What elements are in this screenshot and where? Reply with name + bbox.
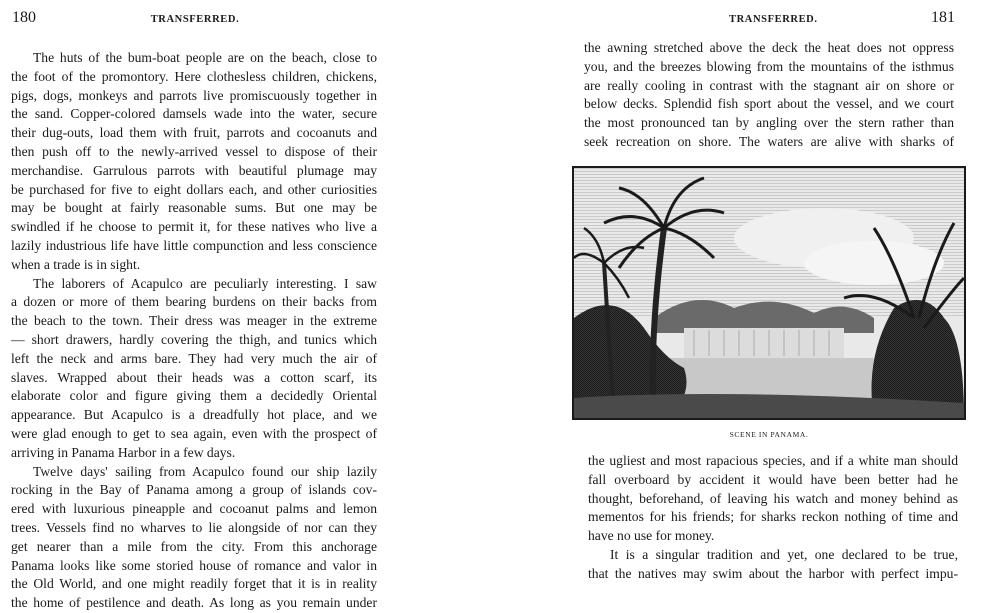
running-head-right: TRANSFERRED. — [729, 14, 818, 25]
right-text-top-line: are really cooling in contrast with the stagnant air on shore or — [584, 77, 954, 93]
left-text-line: appearance. But Acapulco is a dreadfully hot place, and we — [11, 407, 377, 423]
left-text-line: may be bought at fairly reasonable sums. But one may be — [11, 200, 377, 216]
left-text-line: Panama looks like some storied house of romance and valor in — [11, 557, 377, 573]
right-text-bottom-line: have no use for money. — [588, 528, 715, 544]
left-text-line: trees. Vessels find no wharves to lie alongside of nor can they — [11, 519, 377, 535]
right-text-top-line: seek recreation on shore. The waters are alive with sharks of — [584, 133, 954, 149]
engraving-illustration — [572, 166, 966, 420]
right-text-bottom-line: thought, beforehand, of leaving his watch and money behind as — [588, 490, 958, 506]
right-text-bottom-line: the ugliest and most rapacious species, and if a white man should — [588, 453, 958, 468]
page-number-right: 181 — [931, 9, 955, 26]
right-text-bottom-line: fall overboard by accident it would have been better had he — [588, 471, 958, 487]
left-text-line: be purchased for five to eight dollars each, and other curiosities — [11, 181, 377, 197]
right-page — [480, 0, 985, 594]
left-text-line: The laborers of Acapulco are peculiarly interesting. I saw — [33, 275, 377, 291]
figure-caption: SCENE IN PANAMA. — [729, 430, 809, 439]
right-text-top-line: the most pronounced tan by angling over the stern rather than — [584, 115, 954, 131]
right-text-bottom-line: that the natives may swim about the harbor with perfect impu- — [588, 565, 958, 581]
panama-scene-image — [574, 168, 964, 418]
left-text-line: the sand. Copper-colored damsels wade into the water, secure — [11, 106, 377, 122]
left-page-text — [11, 49, 377, 613]
right-page-text-bottom — [588, 452, 958, 584]
left-text-line: lazily industrious life have little compunction and less conscience — [11, 237, 377, 253]
left-text-line: Twelve days' sailing from Acapulco found our ship lazily — [33, 463, 377, 479]
left-text-line: the beach to the town. Their dress was meager in the extreme — [11, 313, 377, 329]
right-text-bottom-line: It is a singular tradition and yet, one declared to be true, — [610, 546, 958, 562]
right-text-top-line: the awning stretched above the deck the heat does not oppress — [584, 40, 954, 55]
left-text-line: rocking in the Bay of Panama among a group of islands cov- — [11, 482, 377, 498]
left-text-line: then push off to the newly-arrived vessel to dispose of their — [11, 143, 377, 159]
left-text-line: the home of pestilence and death. As long as you remain under — [11, 595, 377, 611]
left-text-line: a dozen or more of them bearing burdens on their backs from — [11, 294, 377, 310]
right-text-bottom-line: mementos for his friends; for sharks reckon nothing of time and — [588, 509, 958, 525]
running-head-left-text: TRANSFERRED. — [150, 14, 240, 25]
left-text-line: when a trade is in sight. — [11, 256, 141, 272]
left-page — [0, 0, 480, 611]
left-text-line: — short drawers, hardly covering the thigh, and tunics which — [11, 331, 377, 347]
left-text-line: The huts of the bum-boat people are on the beach, close to — [33, 50, 377, 65]
left-text-line: pigs, dogs, monkeys and parrots live promiscuously together in — [11, 87, 377, 103]
left-text-line: slaves. Wrapped about their heads was a cotton scarf, its — [11, 369, 377, 385]
left-text-line: get nearer than a mile from the city. From this anchorage — [11, 538, 377, 554]
left-text-line: the foot of the promontory. Here clothesless children, chickens, — [11, 68, 377, 84]
left-text-line: elaborate color and figure giving them a decidedly Oriental — [11, 388, 377, 404]
left-text-line: their dug-outs, load them with fruit, parrots and cocoanuts and — [11, 125, 377, 141]
left-text-line: ered with luxurious pineapple and cocoanut palms and lemon — [11, 501, 377, 517]
page-number-left: 180 — [12, 9, 36, 26]
left-text-line: the Old World, and one might readily forget that it is in reality — [11, 576, 377, 592]
left-text-line: were glad enough to get to sea again, even with the prospect of — [11, 425, 377, 441]
right-text-top-line: you, and the breezes blowing from the mountains of the isthmus — [584, 58, 954, 74]
left-text-line: left the neck and arms bare. They had very much the air of — [11, 350, 377, 366]
right-text-top-line: below decks. Splendid fish sport about the vessel, and we court — [584, 96, 954, 112]
right-page-text-top — [584, 39, 954, 152]
left-text-line: arriving in Panama Harbor in a few days. — [11, 444, 236, 460]
left-text-line: swindled if he choose to permit it, for these natives who live a — [11, 219, 377, 235]
left-text-line: merchandise. Garrulous parrots with beautiful plumage may — [11, 162, 377, 178]
running-head-left — [0, 14, 390, 25]
